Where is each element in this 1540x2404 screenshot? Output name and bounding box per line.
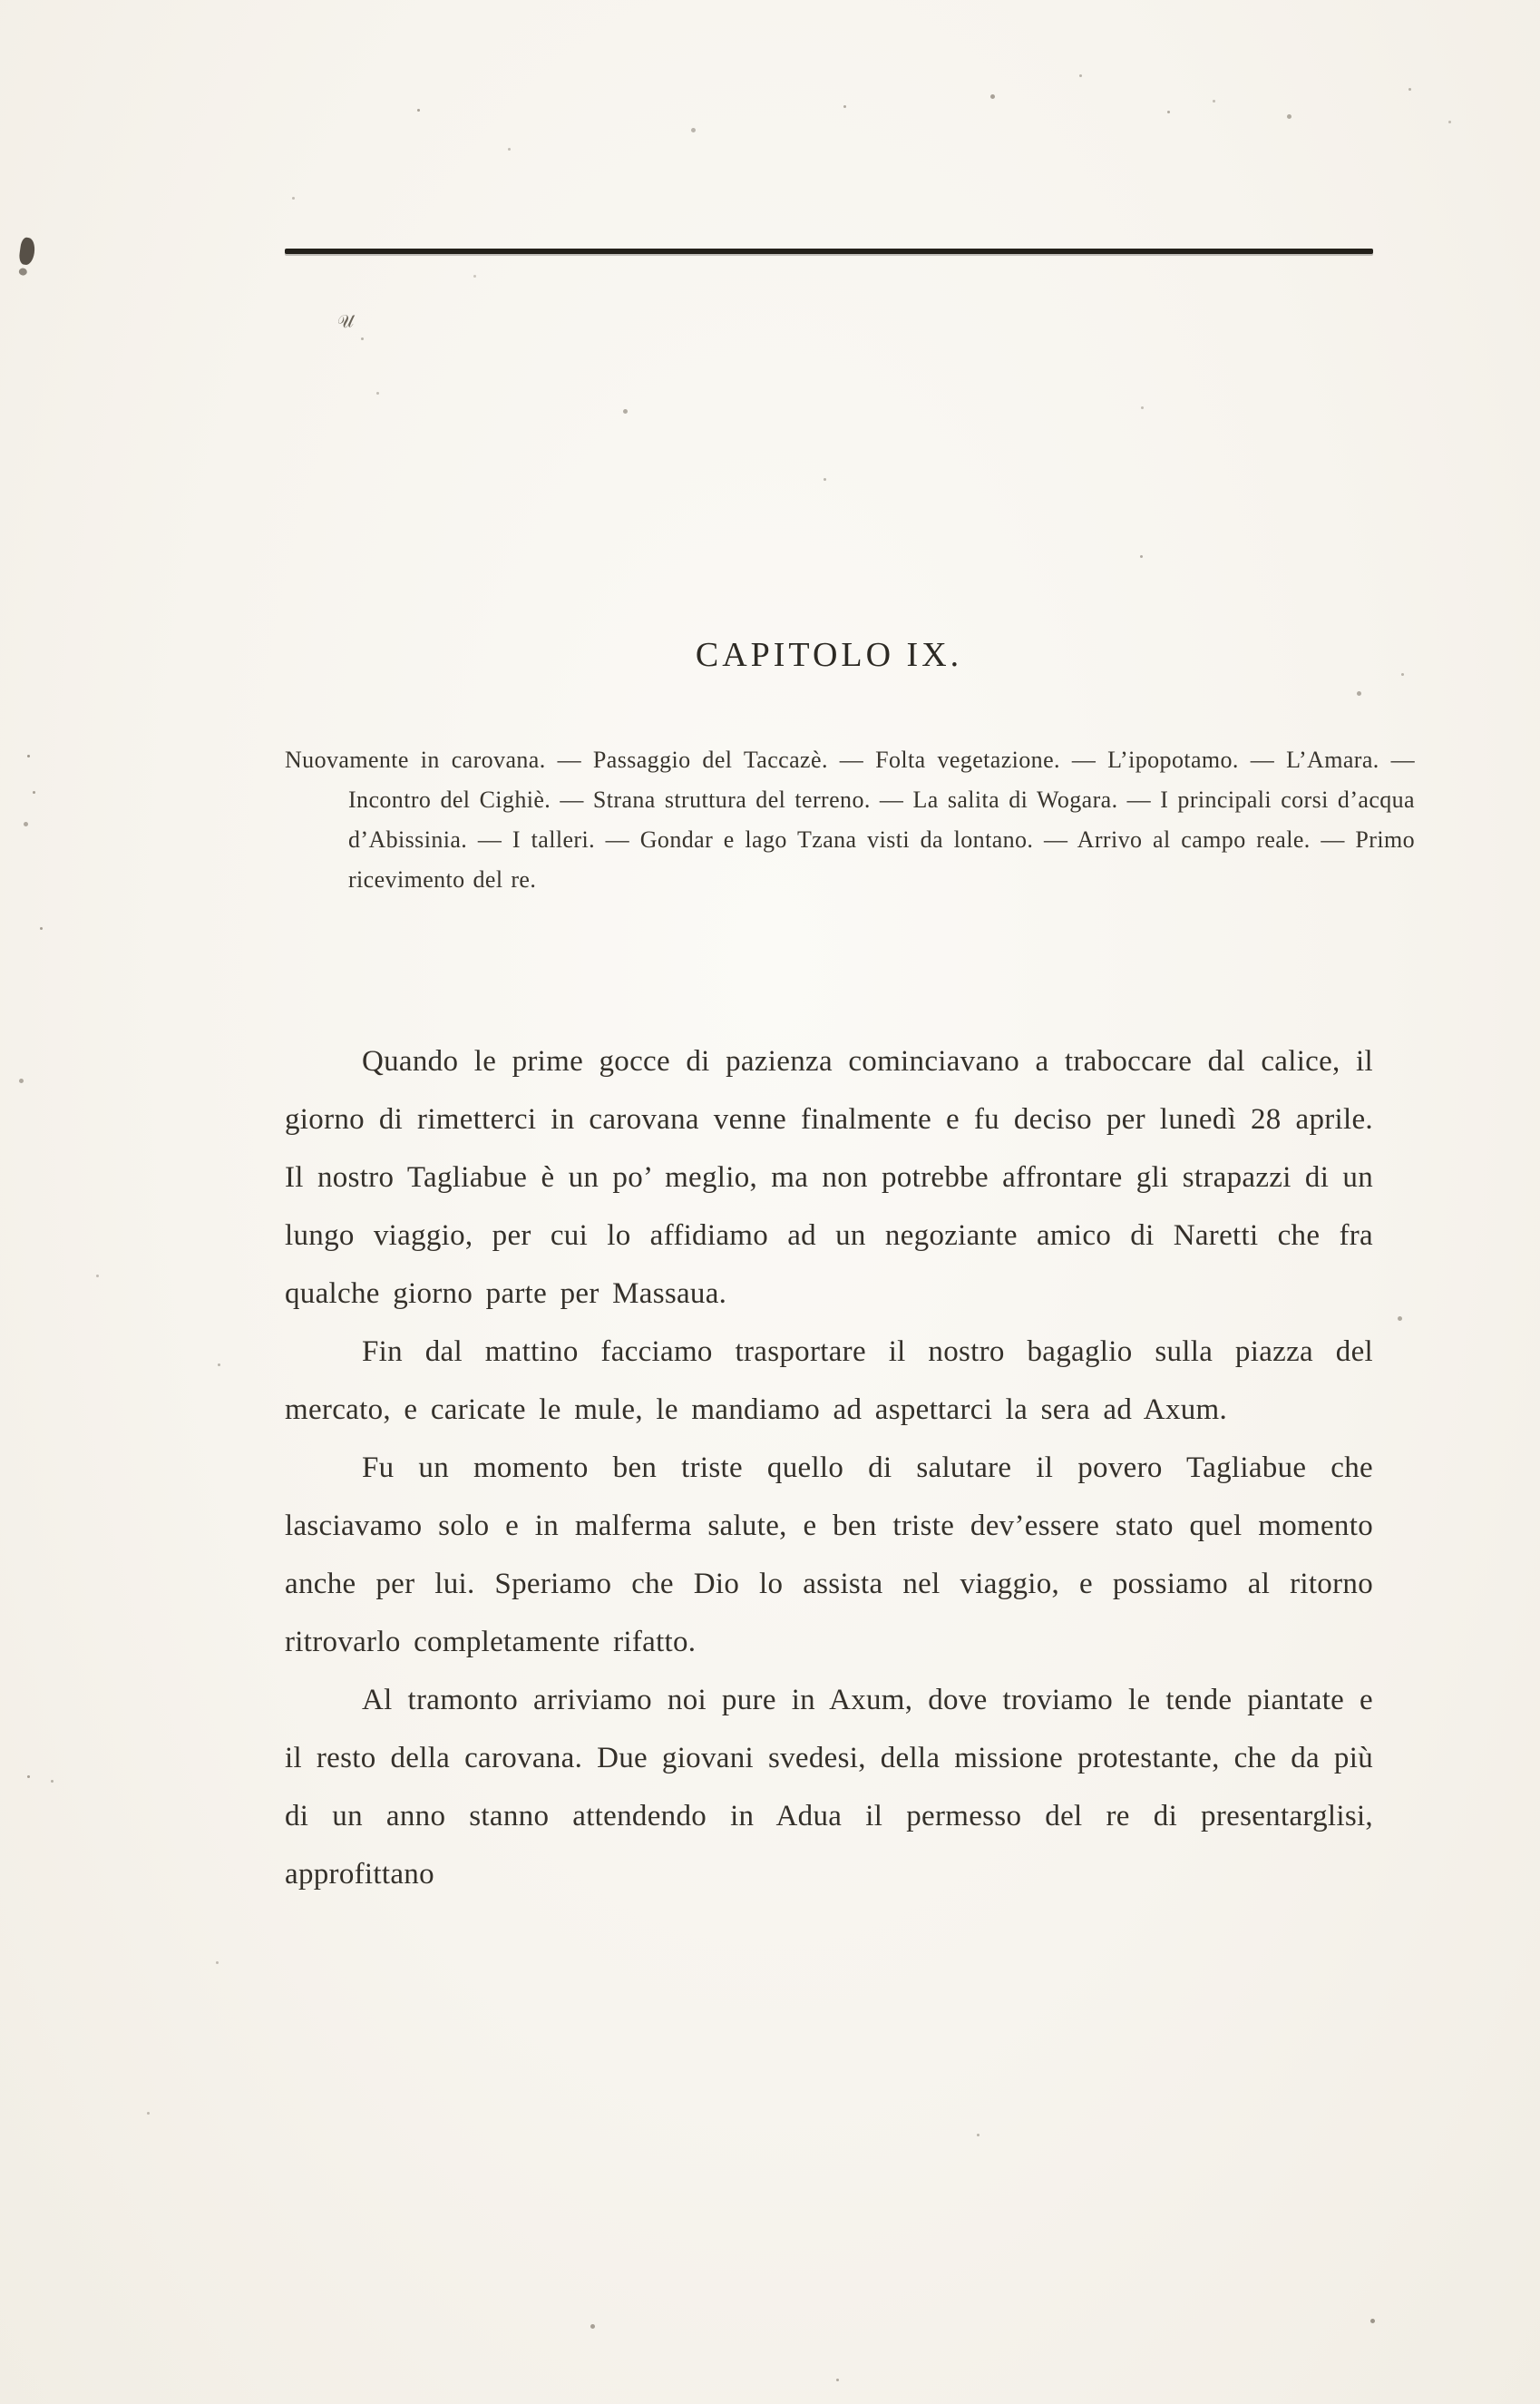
scan-ink-smudge bbox=[18, 237, 36, 266]
page-content bbox=[285, 0, 1415, 1903]
scan-noise-specks bbox=[0, 0, 3, 3]
chapter-heading: CAPITOLO IX. bbox=[695, 636, 963, 674]
paragraph-4: Al tramonto arriviamo noi pure in Axum, dove troviamo le tende piantate e il resto della carovana. Due giovani svedesi, della missione protestante, che da più di un anno stanno attendendo in Adua il permesso del re di presentarglisi, approfittano bbox=[285, 1684, 1373, 1891]
scan-pencil-mark: 𝒰︎ bbox=[336, 311, 356, 333]
paragraph-2: Fin dal mattino facciamo trasportare il nostro bagaglio sulla piazza del mercato, e caricate le mule, le mandiamo ad aspettarci la sera ad Axum. bbox=[285, 1335, 1373, 1426]
chapter-summary: Nuovamente in carovana. — Passaggio del Taccazè. — Folta vegetazione. — L’ipopotamo. — L’Amara. — Incontro del Cighiè. — Strana struttura del terreno. — La salita di Wogara. — I principali corsi d’acqua d’Abissinia. — I talleri. — Gondar e lago Tzana visti da lontano. — Arrivo al campo reale. — Primo ricevimento del re. bbox=[285, 747, 1415, 893]
paragraph-1: Quando le prime gocce di pazienza cominciavano a traboccare dal calice, il giorno di rimetterci in carovana venne finalmente e fu deciso per lunedì 28 aprile. Il nostro Tagliabue è un po’ meglio, ma non potrebbe affrontare gli strapazzi di un lungo viaggio, per cui lo affidiamo ad un negoziante amico di Naretti che fra qualche giorno parte per Massaua. bbox=[285, 1045, 1373, 1310]
chapter-top-rule bbox=[285, 249, 1373, 254]
chapter-body bbox=[285, 1032, 1373, 1903]
paragraph-3: Fu un momento ben triste quello di salutare il povero Tagliabue che lasciavamo solo e in malferma salute, e ben triste dev’essere stato quel momento anche per lui. Speriamo che Dio lo assista nel viaggio, e possiamo al ritorno ritrovarlo completamente rifatto. bbox=[285, 1451, 1373, 1658]
